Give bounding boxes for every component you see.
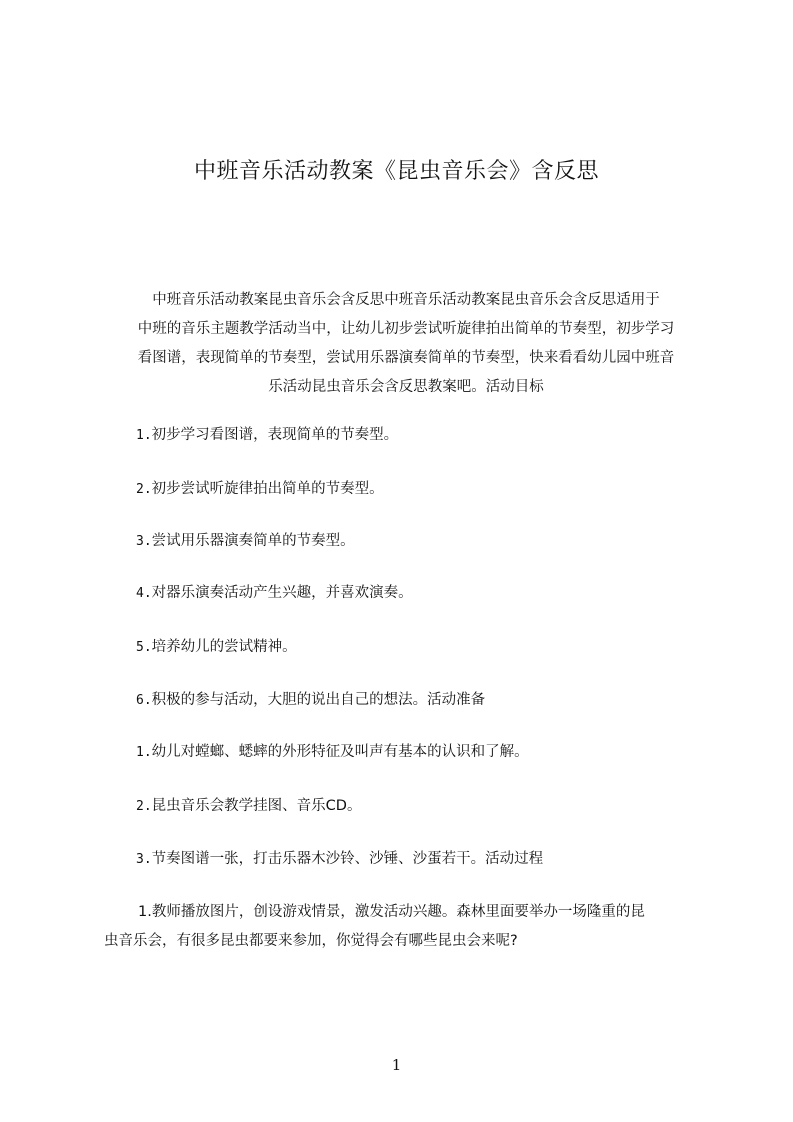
goal-text: 积极的参与活动，大胆的说出自己的想法。活动准备 — [151, 692, 486, 708]
preparation-item — [136, 848, 696, 871]
goal-number: 2. — [136, 482, 152, 497]
goal-item — [136, 478, 696, 501]
goal-text: 培养幼儿的尝试精神。 — [151, 639, 297, 655]
preparation-text: 昆虫音乐会教学挂图、音乐CD。 — [151, 798, 362, 814]
preparation-text: 节奏图谱一张，打击乐器木沙铃、沙锤、沙蛋若干。活动过程 — [151, 851, 544, 867]
document-title: 中班音乐活动教案《昆虫音乐会》含反思 — [193, 158, 599, 184]
intro-line: 中班的音乐主题教学活动当中，让幼儿初步尝试听旋律拍出简单的节奏型，初步学习 — [137, 321, 675, 337]
process-line: 1.教师播放图片，创设游戏情景，激发活动兴趣。森林里面要举办一场隆重的昆 — [138, 904, 645, 920]
goal-item — [136, 582, 696, 605]
preparation-number: 1. — [136, 745, 152, 760]
goal-item — [136, 636, 696, 659]
process-line: 虫音乐会，有很多昆虫都要来参加，你觉得会有哪些昆虫会来呢? — [104, 933, 518, 949]
preparation-item — [136, 795, 696, 818]
goal-number: 6. — [136, 693, 152, 708]
preparation-item — [136, 741, 696, 764]
goal-text: 初步学习看图谱，表现简单的节奏型。 — [151, 427, 399, 443]
goal-number: 4. — [136, 586, 152, 601]
goal-text: 初步尝试听旋律拍出简单的节奏型。 — [151, 481, 384, 497]
intro-line: 看图谱，表现简单的节奏型，尝试用乐器演奏简单的节奏型，快来看看幼儿园中班音 — [137, 350, 675, 366]
intro-paragraph — [104, 286, 708, 402]
page-number: 1 — [391, 1056, 402, 1074]
goal-number: 5. — [136, 640, 152, 655]
preparation-text: 幼儿对螳螂、蟋蟀的外形特征及叫声有基本的认识和了解。 — [151, 744, 529, 760]
intro-line: 中班音乐活动教案昆虫音乐会含反思中班音乐活动教案昆虫音乐会含反思适用于 — [152, 292, 660, 308]
process-paragraph — [104, 898, 708, 956]
preparation-number: 2. — [136, 799, 152, 814]
goal-item — [136, 689, 696, 712]
goal-text: 对器乐演奏活动产生兴趣，并喜欢演奏。 — [151, 585, 413, 601]
preparation-number: 3. — [136, 852, 152, 867]
goal-number: 3. — [136, 534, 152, 549]
goal-text: 尝试用乐器演奏简单的节奏型。 — [151, 533, 355, 549]
goal-item — [136, 530, 696, 553]
intro-line: 乐活动昆虫音乐会含反思教案吧。活动目标 — [268, 379, 544, 395]
goal-item — [136, 424, 696, 447]
goal-number: 1. — [136, 428, 152, 443]
